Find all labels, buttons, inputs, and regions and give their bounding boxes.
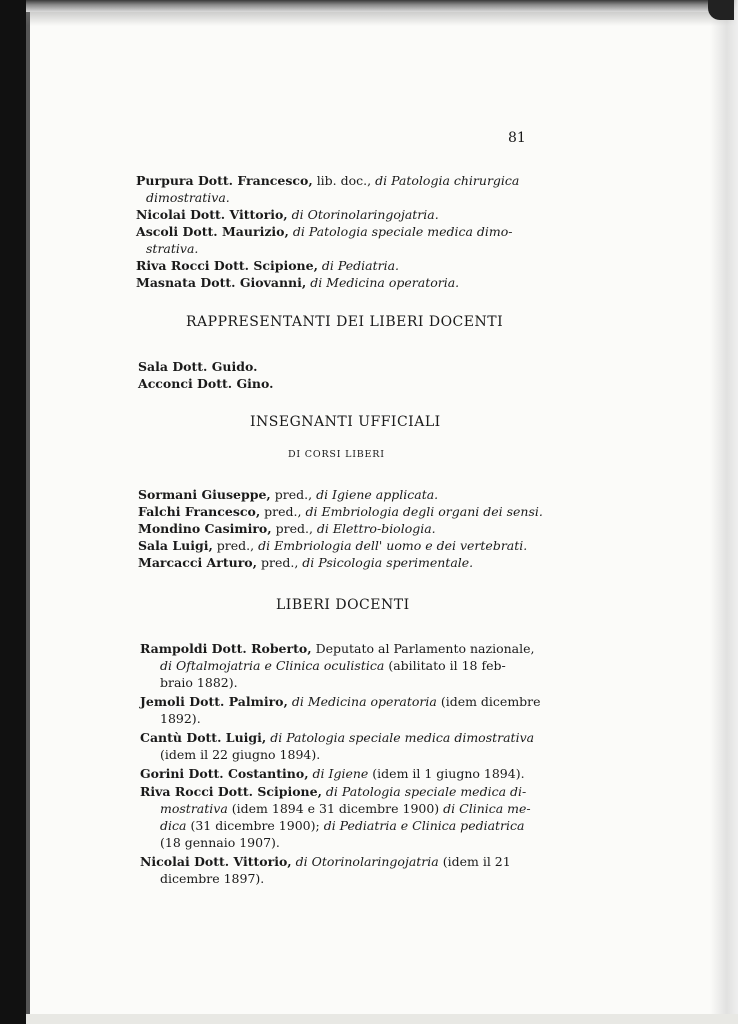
docente-entry-cont [150,710,201,727]
insegnante-entry [138,554,473,571]
insegnante-subject: di Igiene applicata. [316,487,439,502]
faculty-subject: di Patologia speciale medica dimo- [292,224,513,239]
insegnante-role: pred., [275,521,313,536]
docente-entry [140,693,541,710]
docente-name: Riva Rocci Dott. Scipione, [140,784,322,799]
docente-entry [140,765,525,782]
faculty-entry-cont [136,240,198,257]
faculty-name: Purpura Dott. Francesco, [136,173,313,188]
faculty-name: Riva Rocci Dott. Scipione, [136,258,318,273]
docente-text: Deputato al Parlamento nazionale, [315,641,535,656]
section-heading-insegnanti: INSEGNANTI UFFICIALI [250,414,441,430]
docente-subject: di Patologia speciale medica dimostrativa [270,730,535,745]
rappresentante-name [138,375,273,392]
section-heading-rappresentanti: RAPPRESENTANTI DEI LIBERI DOCENTI [186,314,504,330]
faculty-subject-cont: strativa. [146,241,199,256]
docente-text: (18 gennaio 1907). [160,835,280,850]
scan-top-edge [26,0,738,12]
scan-left-edge-inner [26,0,30,1024]
docente-text: (idem il 21 [442,854,511,869]
insegnante-entry [138,486,438,503]
docente-subject: di Medicina operatoria [291,694,437,709]
insegnante-role: pred., [274,487,313,502]
scan-corner-clip [708,0,734,20]
faculty-subject: di Patologia chirurgica [375,173,520,188]
insegnante-name: Sormani Giuseppe, [138,487,271,502]
docente-name: Jemoli Dott. Palmiro, [140,694,288,709]
faculty-role: lib. doc., [316,173,372,188]
faculty-name: Ascoli Dott. Maurizio, [136,224,289,239]
scan-right-edge [710,0,738,1024]
insegnante-subject: di Embriologia degli organi dei sensi. [305,504,543,519]
insegnante-role: pred., [260,555,299,570]
insegnante-name: Sala Luigi, [138,538,213,553]
insegnante-subject: di Embriologia dell' uomo e dei vertebrati. [258,538,528,553]
docente-entry-cont [150,674,238,691]
docente-entry [140,783,526,800]
insegnante-role: pred., [216,538,255,553]
docente-text: 1892). [160,711,201,726]
faculty-entry [136,206,439,223]
docente-subject: di Otorinolaringojatria [295,854,439,869]
docente-text: (abilitato il 18 feb- [388,658,506,673]
rappresentante-name [138,358,257,375]
docente-text: (idem dicembre [440,694,541,709]
docente-entry-cont [150,870,264,887]
docente-entry [140,853,511,870]
insegnante-name: Falchi Francesco, [138,504,261,519]
faculty-entry-cont [136,189,230,206]
faculty-entry [136,257,399,274]
insegnante-subject: di Psicologia sperimentale. [302,555,474,570]
rappresentante-name-text: Acconci Dott. Gino. [138,376,274,391]
docente-subject: di Igiene [312,766,369,781]
docente-entry-cont [150,817,525,834]
insegnante-entry [138,537,527,554]
section-heading-liberi-docenti: LIBERI DOCENTI [276,597,410,613]
rappresentante-name-text: Sala Dott. Guido. [138,359,258,374]
docente-name: Nicolai Dott. Vittorio, [140,854,292,869]
faculty-entry [136,223,513,240]
faculty-subject: di Otorinolaringojatria. [291,207,439,222]
docente-name: Cantù Dott. Luigi, [140,730,267,745]
docente-subject: di Clinica me- [443,801,531,816]
docente-subject: di Patologia speciale medica di- [325,784,527,799]
scan-bottom-edge [26,1014,738,1024]
insegnante-entry [138,503,543,520]
scan-top-shadow [26,12,738,26]
docente-entry-cont [150,657,506,674]
insegnante-name: Mondino Casimiro, [138,521,272,536]
docente-text: (idem il 22 giugno 1894). [160,747,321,762]
faculty-subject: di Medicina operatoria. [310,275,460,290]
docente-entry-cont [150,800,531,817]
docente-entry-cont [150,834,280,851]
docente-entry [140,640,535,657]
docente-subject: di Oftalmojatria e Clinica oculistica [160,658,385,673]
faculty-entry [136,172,519,189]
docente-text: (31 dicembre 1900); [190,818,320,833]
faculty-name: Masnata Dott. Giovanni, [136,275,307,290]
insegnante-entry [138,520,436,537]
docente-name: Gorini Dott. Costantino, [140,766,309,781]
docente-name: Rampoldi Dott. Roberto, [140,641,312,656]
docente-subject: di Pediatria e Clinica pediatrica [323,818,525,833]
docente-entry-cont [150,746,320,763]
faculty-entry [136,274,459,291]
insegnante-name: Marcacci Arturo, [138,555,257,570]
scan-left-edge [0,0,26,1024]
page-number: 81 [508,130,526,146]
insegnante-role: pred., [264,504,302,519]
faculty-subject-cont: dimostrativa. [146,190,230,205]
docente-text: dicembre 1897). [160,871,265,886]
docente-text: (idem 1894 e 31 dicembre 1900) [231,801,440,816]
faculty-subject: di Pediatria. [321,258,400,273]
docente-subject: dica [160,818,187,833]
docente-text: (idem il 1 giugno 1894). [372,766,525,781]
docente-entry [140,729,534,746]
insegnante-subject: di Elettro-biologia. [316,521,436,536]
section-subheading-corsi-liberi: DI CORSI LIBERI [288,449,385,460]
docente-subject: mostrativa [160,801,228,816]
faculty-name: Nicolai Dott. Vittorio, [136,207,288,222]
docente-text: braio 1882). [160,675,238,690]
